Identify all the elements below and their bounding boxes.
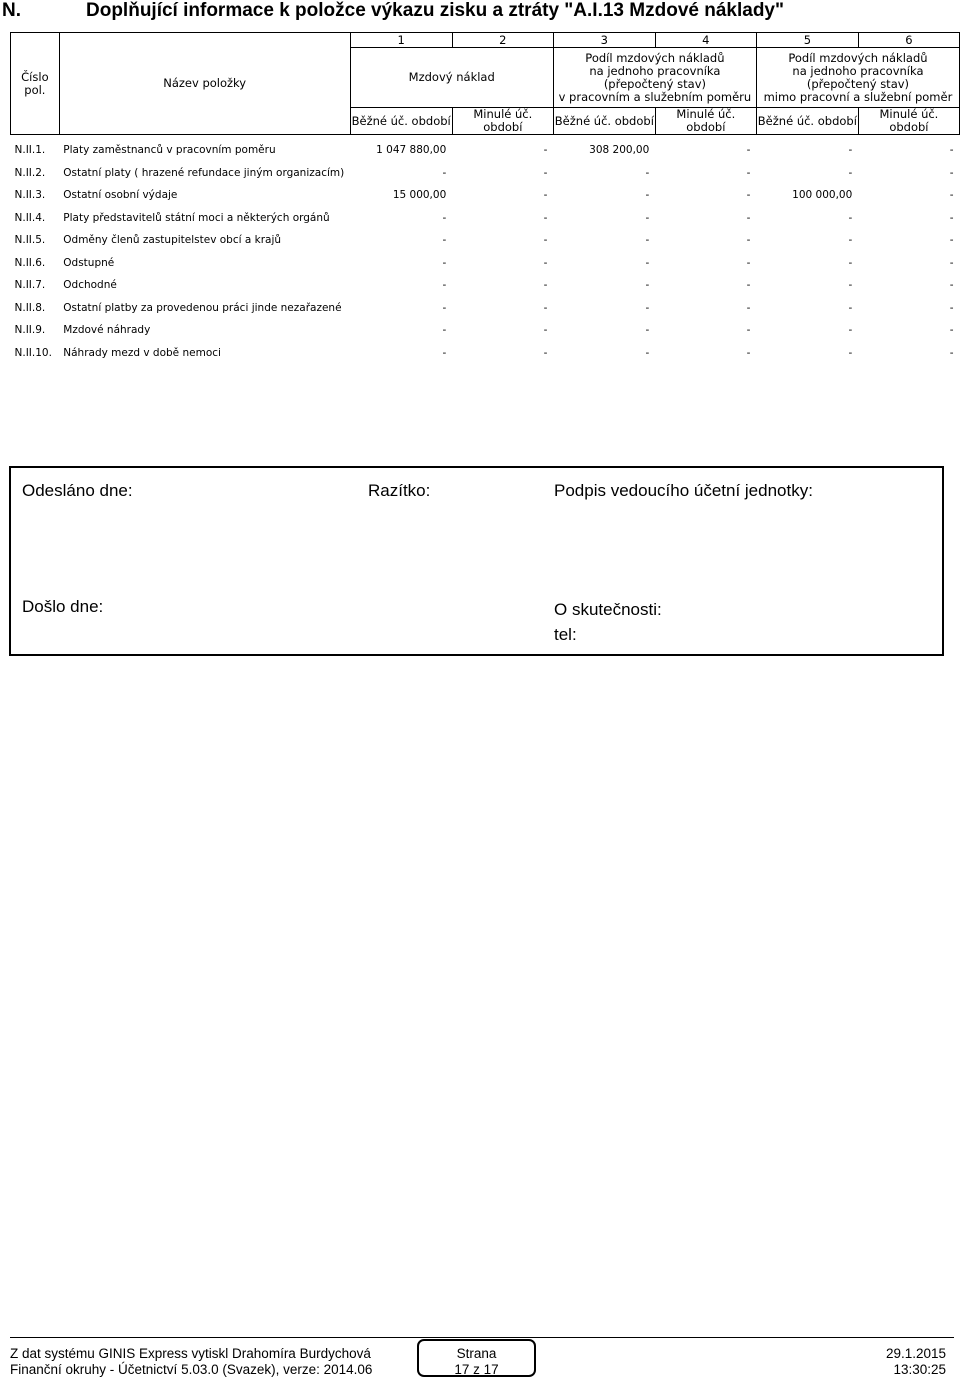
signature-box bbox=[9, 466, 944, 656]
row-name: Odměny členů zastupitelstev obcí a krajů bbox=[63, 234, 282, 247]
row-value-4: - bbox=[746, 144, 751, 157]
page-value: 17 z 17 bbox=[454, 1362, 499, 1377]
period-previous-1: Minulé úč. období bbox=[452, 108, 553, 135]
row-value-6: - bbox=[949, 211, 954, 224]
row-value-2: - bbox=[543, 166, 548, 179]
sent-date-label: Odesláno dne: bbox=[22, 481, 133, 500]
table-row bbox=[11, 274, 960, 297]
col-number-3: 3 bbox=[553, 33, 655, 48]
col-number-2: 2 bbox=[452, 33, 553, 48]
period-previous-3: Minulé úč. období bbox=[858, 108, 959, 135]
stamp-label: Razítko: bbox=[368, 481, 431, 500]
row-value-4: - bbox=[746, 234, 751, 247]
row-code: N.II.5. bbox=[14, 234, 46, 247]
footer-divider bbox=[10, 1337, 954, 1338]
row-value-1: - bbox=[442, 301, 447, 314]
row-code: N.II.1. bbox=[14, 144, 46, 157]
table-row bbox=[11, 135, 960, 162]
period-current-2: Běžné úč. období bbox=[553, 108, 655, 135]
row-value-5: - bbox=[848, 346, 853, 359]
row-value-1: - bbox=[442, 211, 447, 224]
report-table bbox=[10, 32, 960, 364]
row-code: N.II.7. bbox=[14, 279, 46, 292]
footer-module: Finanční okruhy - Účetnictví 5.03.0 (Svazek), verze: 2014.06 bbox=[10, 1362, 373, 1377]
row-value-3: - bbox=[645, 211, 650, 224]
about-label: O skutečnosti: bbox=[554, 600, 662, 619]
row-value-6: - bbox=[949, 346, 954, 359]
row-value-5: - bbox=[848, 324, 853, 337]
row-code: N.II.8. bbox=[14, 301, 46, 314]
table-row bbox=[11, 229, 960, 252]
row-name: Odstupné bbox=[63, 256, 115, 269]
row-value-6: - bbox=[949, 256, 954, 269]
page-label: Strana bbox=[456, 1346, 497, 1361]
row-value-4: - bbox=[746, 324, 751, 337]
row-value-3: 308 200,00 bbox=[589, 144, 650, 157]
page-title bbox=[2, 0, 784, 22]
col-header-number: Číslo pol. bbox=[11, 33, 60, 135]
signature-label: Podpis vedoucího účetní jednotky: bbox=[554, 481, 813, 500]
group-header-wage-cost: Mzdový náklad bbox=[350, 48, 553, 108]
row-value-1: 1 047 880,00 bbox=[376, 144, 447, 157]
row-value-4: - bbox=[746, 346, 751, 359]
footer-date: 29.1.2015 bbox=[885, 1346, 946, 1361]
row-name: Platy zaměstnanců v pracovním poměru bbox=[63, 144, 276, 157]
page-indicator bbox=[417, 1339, 536, 1377]
row-value-5: 100 000,00 bbox=[792, 189, 853, 202]
row-value-4: - bbox=[746, 279, 751, 292]
row-value-3: - bbox=[645, 324, 650, 337]
footer-time: 13:30:25 bbox=[893, 1362, 946, 1377]
row-code: N.II.3. bbox=[14, 189, 46, 202]
row-value-4: - bbox=[746, 256, 751, 269]
row-value-2: - bbox=[543, 234, 548, 247]
table-row bbox=[11, 252, 960, 275]
row-value-1: - bbox=[442, 166, 447, 179]
row-value-2: - bbox=[543, 279, 548, 292]
row-value-5: - bbox=[848, 234, 853, 247]
row-value-2: - bbox=[543, 211, 548, 224]
row-code: N.II.9. bbox=[14, 324, 46, 337]
row-name: Odchodné bbox=[63, 279, 117, 292]
period-current-1: Běžné úč. období bbox=[350, 108, 452, 135]
row-value-5: - bbox=[848, 279, 853, 292]
col-number-6: 6 bbox=[858, 33, 959, 48]
row-value-1: - bbox=[442, 324, 447, 337]
row-code: N.II.2. bbox=[14, 166, 46, 179]
phone-label: tel: bbox=[554, 625, 577, 644]
footer-printed-by: Z dat systému GINIS Express vytiskl Drahomíra Burdychová bbox=[10, 1346, 371, 1361]
row-name: Ostatní platy ( hrazené refundace jiným organizacím) bbox=[63, 166, 345, 179]
table-row bbox=[11, 342, 960, 365]
row-name: Náhrady mezd v době nemoci bbox=[63, 346, 221, 359]
row-value-2: - bbox=[543, 256, 548, 269]
row-value-1: - bbox=[442, 234, 447, 247]
row-value-1: - bbox=[442, 346, 447, 359]
row-value-5: - bbox=[848, 144, 853, 157]
row-value-6: - bbox=[949, 301, 954, 314]
group-header-share-employment: Podíl mzdových nákladů na jednoho pracovníka (přepočtený stav) v pracovním a služebním poměru bbox=[553, 48, 756, 108]
col-number-5: 5 bbox=[756, 33, 858, 48]
row-name: Ostatní platby za provedenou práci jinde nezařazené bbox=[63, 301, 342, 314]
section-title: Doplňující informace k položce výkazu zisku a ztráty "A.I.13 Mzdové náklady" bbox=[86, 0, 784, 21]
table-row bbox=[11, 162, 960, 185]
period-previous-2: Minulé úč. období bbox=[655, 108, 756, 135]
row-code: N.II.10. bbox=[14, 346, 52, 359]
row-value-6: - bbox=[949, 166, 954, 179]
row-value-6: - bbox=[949, 234, 954, 247]
row-value-4: - bbox=[746, 166, 751, 179]
row-value-1: - bbox=[442, 256, 447, 269]
section-number: N. bbox=[2, 0, 21, 21]
row-value-4: - bbox=[746, 189, 751, 202]
row-code: N.II.4. bbox=[14, 211, 46, 224]
group-header-share-other: Podíl mzdových nákladů na jednoho pracovníka (přepočtený stav) mimo pracovní a služební poměr bbox=[756, 48, 959, 108]
received-date-label: Došlo dne: bbox=[22, 597, 104, 616]
row-value-4: - bbox=[746, 301, 751, 314]
row-value-2: - bbox=[543, 189, 548, 202]
row-value-2: - bbox=[543, 301, 548, 314]
table-row bbox=[11, 297, 960, 320]
row-value-1: - bbox=[442, 279, 447, 292]
row-value-2: - bbox=[543, 144, 548, 157]
row-value-3: - bbox=[645, 189, 650, 202]
table-row bbox=[11, 184, 960, 207]
row-value-6: - bbox=[949, 324, 954, 337]
row-value-3: - bbox=[645, 256, 650, 269]
row-value-6: - bbox=[949, 144, 954, 157]
row-value-5: - bbox=[848, 166, 853, 179]
row-value-3: - bbox=[645, 166, 650, 179]
row-value-2: - bbox=[543, 324, 548, 337]
row-value-4: - bbox=[746, 211, 751, 224]
col-header-name: Název položky bbox=[59, 33, 350, 135]
row-value-5: - bbox=[848, 301, 853, 314]
table-row bbox=[11, 319, 960, 342]
row-value-6: - bbox=[949, 279, 954, 292]
col-number-4: 4 bbox=[655, 33, 756, 48]
row-value-5: - bbox=[848, 256, 853, 269]
table-row bbox=[11, 207, 960, 230]
row-value-3: - bbox=[645, 234, 650, 247]
period-current-3: Běžné úč. období bbox=[756, 108, 858, 135]
row-name: Platy představitelů státní moci a některých orgánů bbox=[63, 211, 330, 224]
row-value-1: 15 000,00 bbox=[392, 189, 447, 202]
row-name: Mzdové náhrady bbox=[63, 324, 151, 337]
row-value-3: - bbox=[645, 346, 650, 359]
row-value-3: - bbox=[645, 301, 650, 314]
row-code: N.II.6. bbox=[14, 256, 46, 269]
row-name: Ostatní osobní výdaje bbox=[63, 189, 178, 202]
col-number-1: 1 bbox=[350, 33, 452, 48]
row-value-6: - bbox=[949, 189, 954, 202]
row-value-2: - bbox=[543, 346, 548, 359]
row-value-5: - bbox=[848, 211, 853, 224]
row-value-3: - bbox=[645, 279, 650, 292]
